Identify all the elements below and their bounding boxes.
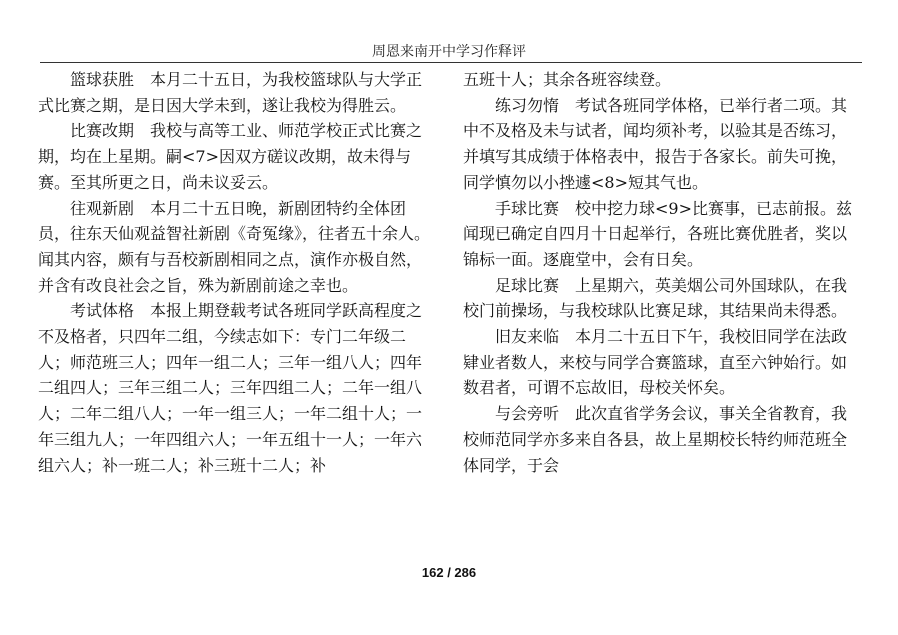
left-column <box>38 67 436 478</box>
paragraph-match-rescheduled: 比赛改期 我校与高等工业、师范学校正式比赛之期，均在上星期。嗣<7>因双方磋议改期，故未得与赛。至其所更之日，尚未议妥云。 <box>38 121 423 192</box>
paragraph-old-friends: 旧友来临 本月二十五日下午，我校旧同学在法政肄业者数人，来校与同学合赛篮球，直至六钟始行。如数君者，可谓不忘故旧，母校关怀矣。 <box>463 327 848 398</box>
paragraph-basketball-win: 篮球获胜 本月二十五日，为我校篮球队与大学正式比赛之期，是日因大学未到，遂让我校为得胜云。 <box>38 70 423 115</box>
paragraph-football: 足球比赛 上星期六，英美烟公司外国球队，在我校门前操场，与我校球队比赛足球，其结果尚未得悉。 <box>463 275 848 321</box>
paragraph-practice: 练习勿惰 考试各班同学体格，已举行者二项。其中不及格及未与试者，闻均须补考，以验其是否练习，并填写其成绩于体格表中，报告于各家长。前失可挽，同学慎勿以小挫遽<8>短其气也。 <box>463 95 848 192</box>
running-header: 周恩来南开中学习作释评 <box>372 44 526 60</box>
paragraph-continuation: 五班十人；其余各班容续登。 <box>463 70 672 89</box>
right-column <box>463 67 861 478</box>
header-rule <box>40 62 862 63</box>
paragraph-conference: 与会旁听 此次直省学务会议，事关全省教育，我校师范同学亦多来自各县，故上星期校长特约师范班全体同学，于会 <box>463 404 848 475</box>
paragraph-handball: 手球比赛 校中挖力球<9>比赛事，已志前报。兹闻现已确定自四月十日起举行，各班比赛优胜者，奖以锦标一面。逐鹿堂中，会有日矣。 <box>463 198 852 269</box>
page-number: 162 / 286 <box>421 565 477 580</box>
paragraph-physical-exam: 考试体格 本报上期登载考试各班同学跃高程度之不及格者，只四年二组，今续志如下：专门二年级二人；师范班三人；四年一组二人；三年一组八人；四年二组四人；三年三组二人；三年四组二人；二年一组八人；二年二组八人；一年一组三人；一年二组十人；一年三组九人；一年四组六人；一年五组十一人；一年六组六人；补一班二人；补三班十二人；补 <box>38 301 423 475</box>
paragraph-new-drama: 往观新剧 本月二十五日晚，新剧团特约全体团员，往东天仙观益智社新剧《奇冤缘》，往者五十余人。闻其内容，颇有与吾校新剧相同之点，演作亦极自然，并含有改良社会之旨，殊为新剧前途之幸也。 <box>38 198 431 295</box>
